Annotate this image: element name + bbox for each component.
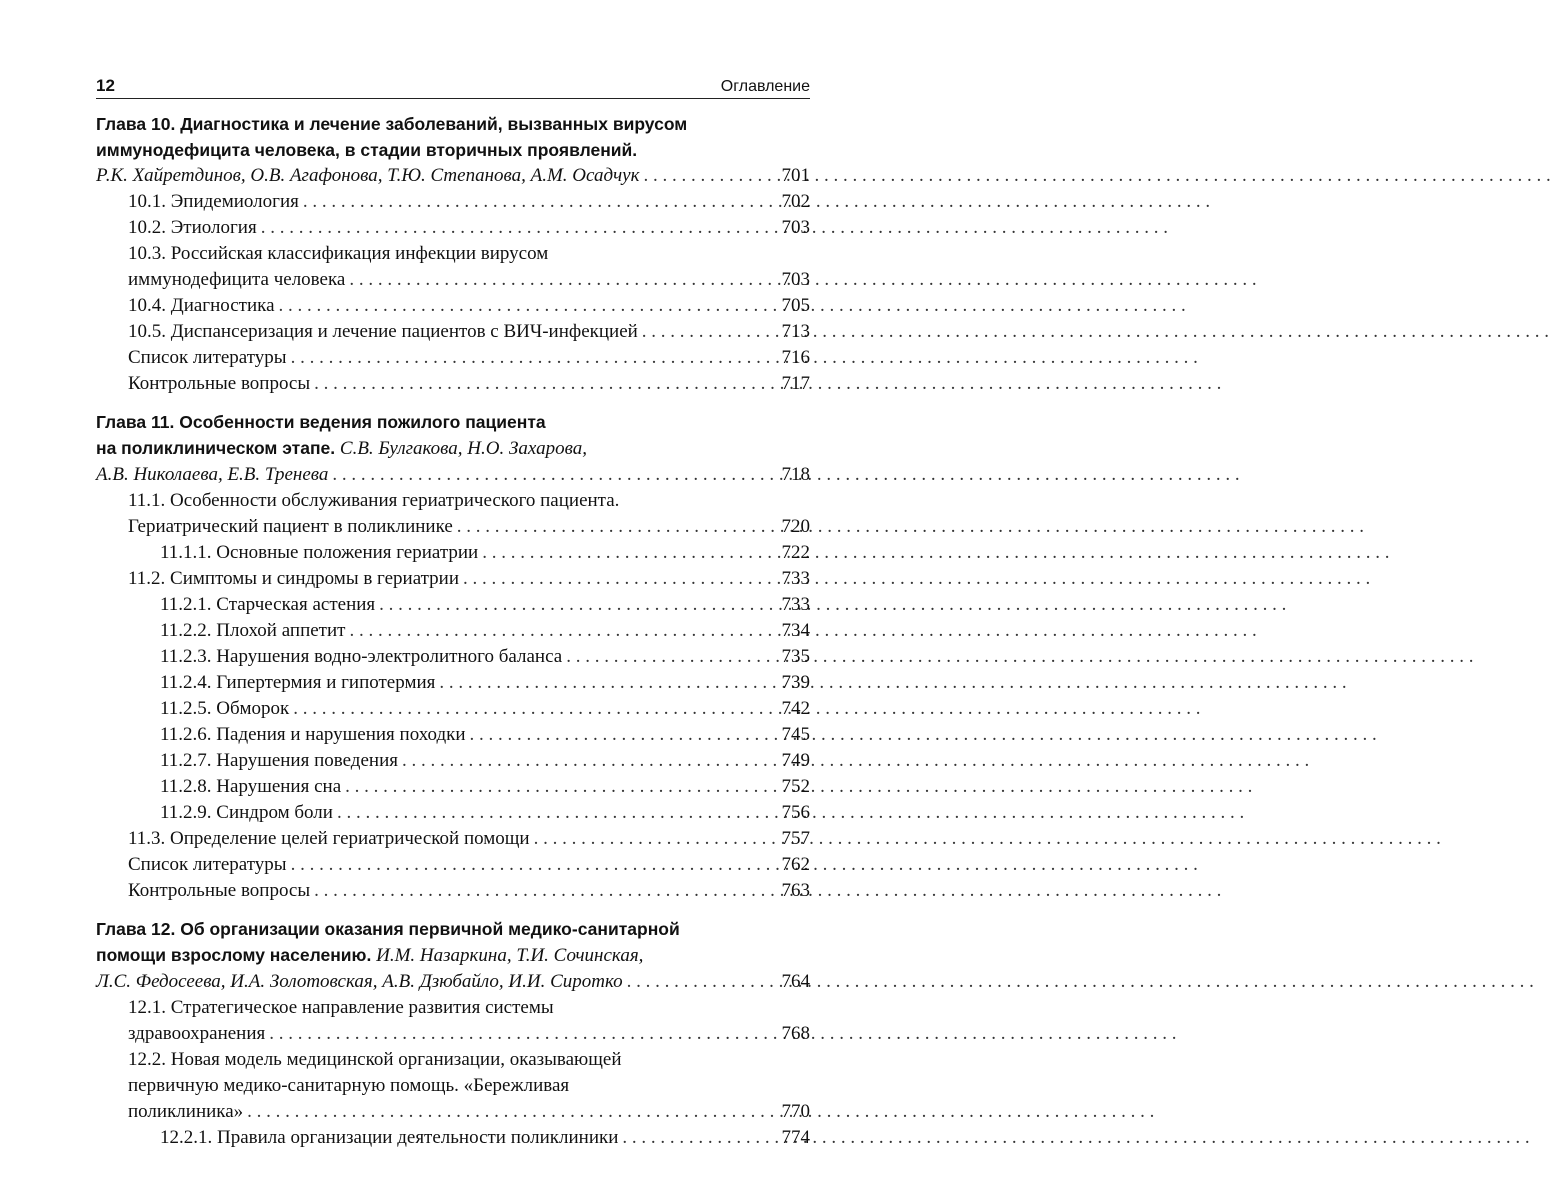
chapter-title-line [96, 942, 810, 969]
toc-entry[interactable]: Контрольные вопросы . . . 763 [96, 878, 810, 904]
page-ref: 752 [781, 776, 810, 797]
toc-entry[interactable]: 11.2.1. Старческая астения . . . 733 [96, 592, 810, 618]
page-ref: 756 [781, 802, 810, 823]
chapter-title: Глава 12. Об организации оказания первичной медико-санитарной [96, 919, 680, 939]
toc-entry-text: 10.3. Российская классификация инфекции вирусом [128, 243, 549, 264]
page-ref: 745 [781, 724, 810, 745]
toc-entry[interactable]: 12.2.1. Правила организации деятельности поликлиники . . . 774 [96, 1125, 810, 1151]
page-ref: 749 [781, 750, 810, 771]
page-ref: 722 [781, 542, 810, 563]
chapter-title: Глава 11. Особенности ведения пожилого пациента [96, 412, 546, 432]
toc-entry[interactable]: 11.2.4. Гипертермия и гипотермия . . . 739 [96, 670, 810, 696]
page-ref: 720 [781, 516, 810, 537]
page-ref: 703 [781, 217, 810, 238]
toc-entry[interactable] [96, 969, 810, 995]
toc-entry[interactable]: 11.2.9. Синдром боли . . . 756 [96, 800, 810, 826]
page-ref: 735 [781, 646, 810, 667]
chapter-title: помощи взрослому населению. [96, 945, 372, 965]
toc-entry[interactable]: 11.2.2. Плохой аппетит . . . 734 [96, 618, 810, 644]
page-number: 12 [96, 76, 115, 95]
page-ref: 702 [781, 191, 810, 212]
chapter-title: Глава 10. Диагностика и лечение заболеваний, вызванных вирусом [96, 114, 688, 134]
toc-entry[interactable]: 11.2.5. Обморок . . . 742 [96, 696, 810, 722]
page-ref: 768 [781, 1023, 810, 1044]
toc-entry[interactable]: Гериатрический пациент в поликлинике . . . 720 [96, 514, 810, 540]
toc-entry-text: 12.2. Новая модель медицинской организации, оказывающей [128, 1049, 622, 1070]
chapter-12 [96, 916, 810, 1151]
chapter-title: на поликлиническом этапе. [96, 438, 336, 458]
toc-entry[interactable]: здравоохранения . . . 768 [96, 1021, 810, 1047]
toc-entry[interactable]: поликлиника» . . . 770 [96, 1099, 810, 1125]
page-ref: 774 [781, 1127, 810, 1148]
page-ref: 703 [781, 269, 810, 290]
toc-page [96, 70, 810, 1151]
chapter-authors: И.М. Назаркина, Т.И. Сочинская, [376, 945, 644, 966]
toc-entry[interactable]: иммунодефицита человека . . . 703 [96, 267, 810, 293]
page-ref: 762 [781, 854, 810, 875]
toc-entry[interactable]: Список литературы . . . 762 [96, 852, 810, 878]
page-ref: 717 [781, 373, 810, 394]
toc-entry[interactable]: 10.2. Этиология . . . 703 [96, 215, 810, 241]
page-ref: 739 [781, 672, 810, 693]
chapter-authors: Л.С. Федосеева, И.А. Золотовская, А.В. Дзюбайло, И.И. Сиротко [96, 971, 623, 992]
page-ref: 763 [781, 880, 810, 901]
chapter-10 [96, 111, 810, 397]
running-header [96, 70, 810, 99]
chapter-authors: Р.К. Хайретдинов, О.В. Агафонова, Т.Ю. Степанова, А.М. Осадчук [96, 165, 640, 186]
toc-entry[interactable] [96, 163, 810, 189]
toc-entry[interactable]: 11.2.8. Нарушения сна . . . 752 [96, 774, 810, 800]
toc-entry[interactable]: Список литературы . . . 716 [96, 345, 810, 371]
page-ref: 757 [781, 828, 810, 849]
page-ref: 716 [781, 347, 810, 368]
toc-entry[interactable]: 11.2.6. Падения и нарушения походки . . . 745 [96, 722, 810, 748]
section-title: Оглавление [720, 78, 810, 95]
toc-entry[interactable]: 11.1.1. Основные положения гериатрии . . . 722 [96, 540, 810, 566]
page-ref: 701 [781, 165, 810, 186]
toc-entry[interactable]: 10.5. Диспансеризация и лечение пациентов с ВИЧ-инфекцией . . . 713 [96, 319, 810, 345]
toc-entry[interactable]: 11.2.7. Нарушения поведения . . . 749 [96, 748, 810, 774]
page-ref: 718 [781, 464, 810, 485]
toc-entry[interactable]: 11.3. Определение целей гериатрической помощи . . . 757 [96, 826, 810, 852]
page-ref: 734 [781, 620, 810, 641]
page-ref: 770 [781, 1101, 810, 1122]
page-ref: 742 [781, 698, 810, 719]
page-ref: 764 [781, 971, 810, 992]
page-ref: 705 [781, 295, 810, 316]
toc-entry-text: 11.1. Особенности обслуживания гериатрического пациента. [128, 490, 620, 511]
toc-entry-text: первичную медико-санитарную помощь. «Бережливая [128, 1075, 570, 1096]
toc-entry[interactable]: 10.4. Диагностика . . . 705 [96, 293, 810, 319]
toc-entry[interactable]: 10.1. Эпидемиология . . . 702 [96, 189, 810, 215]
toc-entry-text: 12.1. Стратегическое направление развития системы [128, 997, 554, 1018]
toc-entry[interactable]: 11.2. Симптомы и синдромы в гериатрии . . . 733 [96, 566, 810, 592]
page-ref: 733 [781, 568, 810, 589]
page-ref: 733 [781, 594, 810, 615]
chapter-authors: С.В. Булгакова, Н.О. Захарова, [339, 438, 587, 459]
chapter-authors: А.В. Николаева, Е.В. Тренева [96, 464, 329, 485]
chapter-title-line [96, 435, 810, 462]
page-ref: 713 [781, 321, 810, 342]
toc-entry[interactable]: 11.2.3. Нарушения водно-электролитного баланса . . . 735 [96, 644, 810, 670]
toc-entry[interactable] [96, 462, 810, 488]
chapter-title: иммунодефицита человека, в стадии вторичных проявлений. [96, 140, 638, 160]
chapter-11 [96, 409, 810, 904]
toc-entry[interactable]: Контрольные вопросы . . . 717 [96, 371, 810, 397]
